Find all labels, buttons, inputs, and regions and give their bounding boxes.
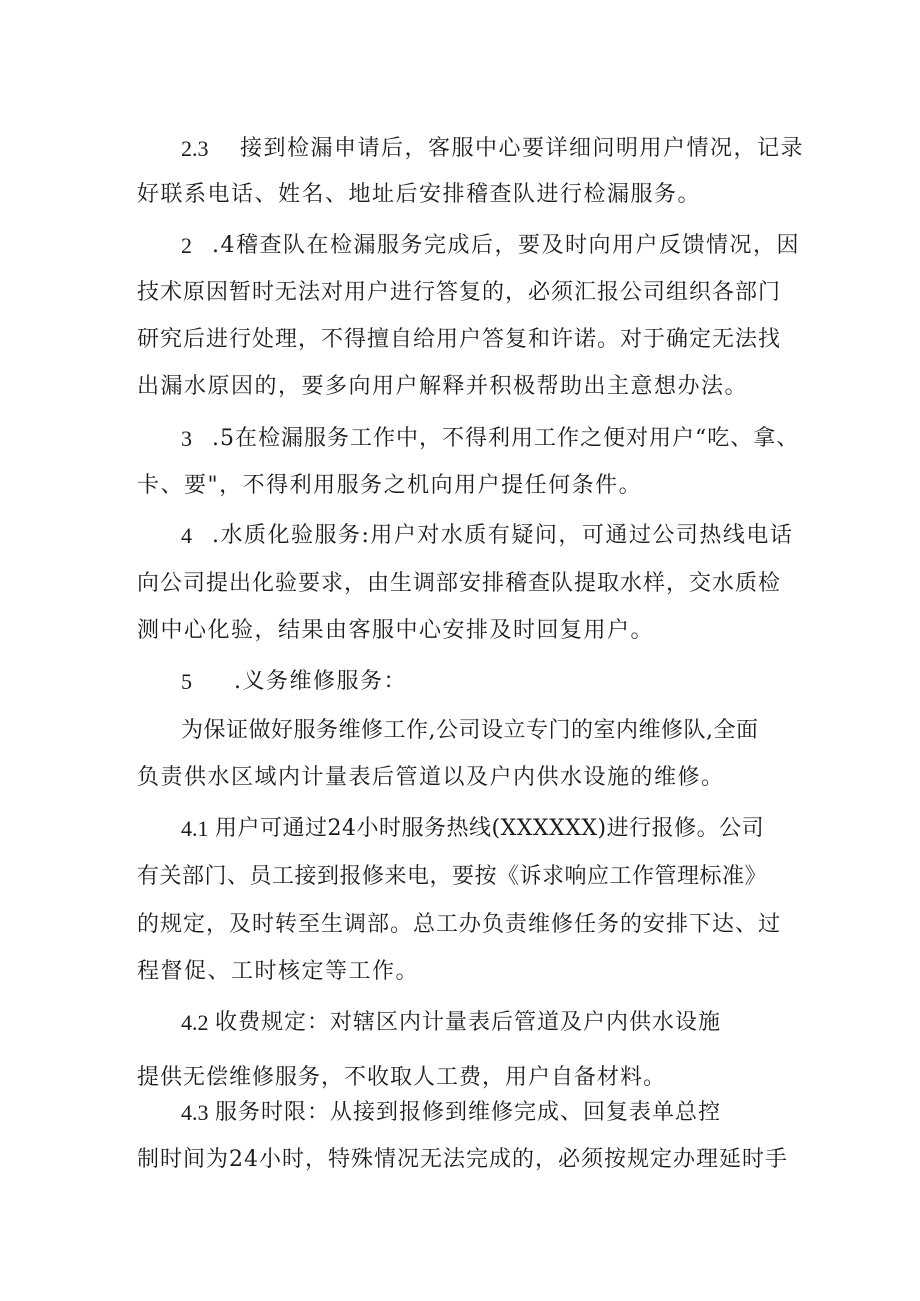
paragraph-text: 出漏水原因的，要多向用户解释并积极帮助出主意想办法。 [137, 374, 749, 399]
paragraph-text: 用户可通过24小时服务热线(XXXXXX)进行报修。公司 [215, 816, 765, 841]
paragraph-number: 4.1 [181, 816, 209, 841]
paragraph-number: 4 [181, 523, 192, 548]
paragraph-text: .水质化验服务:用户对水质有疑问，可通过公司热线电话 [212, 523, 794, 548]
paragraph-text: 提供无偿维修服务，不收取人工费，用户自备材料。 [137, 1065, 667, 1090]
paragraph-text: 服务时限：从接到报修到维修完成、回复表单总控 [215, 1100, 722, 1125]
paragraph-text: .4稽查队在检漏服务完成后，要及时向用户反馈情况，因 [212, 233, 800, 258]
paragraph-text: 制时间为24小时，特殊情况无法完成的，必须按规定办理延时手 [137, 1147, 788, 1172]
paragraph-number: 3 [181, 426, 192, 451]
paragraph-text: 测中心化验，结果由客服中心安排及时回复用户。 [137, 618, 655, 643]
paragraph-text: .义务维修服务： [234, 669, 407, 694]
paragraph-text: 程督促、工时核定等工作。 [137, 959, 420, 984]
paragraph-text: 有关部门、员工接到报修来电，要按《诉求响应工作管理标准》 [137, 864, 768, 889]
paragraph-text: 好联系电话、姓名、地址后安排稽查队进行检漏服务。 [137, 182, 702, 207]
paragraph-number: 4.3 [181, 1100, 209, 1125]
paragraph-text: .5在检漏服务工作中，不得利用工作之便对用户“吃、拿、 [212, 426, 800, 451]
paragraph-text: 收费规定：对辖区内计量表后管道及户内供水设施 [215, 1010, 722, 1035]
paragraph-number: 2 [181, 233, 192, 258]
paragraph-text: 技术原因暂时无法对用户进行答复的，必须汇报公司组织各部门 [137, 280, 782, 305]
paragraph-text: 卡、要"，不得利用服务之机向用户提任何条件。 [137, 473, 643, 498]
paragraph-text: 的规定，及时转至生调部。总工办负责维修任务的安排下达、过 [137, 912, 782, 937]
paragraph-text: 接到检漏申请后，客服中心要详细问明用户情况，记录 [240, 136, 805, 161]
paragraph-number: 4.2 [181, 1010, 209, 1035]
paragraph-text: 为保证做好服务维修工作,公司设立专门的室内维修队,全面 [181, 718, 759, 743]
paragraph-text: 向公司提出化验要求，由生调部安排稽查队提取水样，交水质检 [137, 571, 782, 596]
paragraph-number: 5 [181, 669, 192, 694]
paragraph-text: 负责供水区域内计量表后管道以及户内供水设施的维修。 [137, 765, 725, 790]
paragraph-number: 2.3 [181, 136, 209, 161]
paragraph-text: 研究后进行处理，不得擅自给用户答复和许诺。对于确定无法找 [137, 327, 782, 352]
